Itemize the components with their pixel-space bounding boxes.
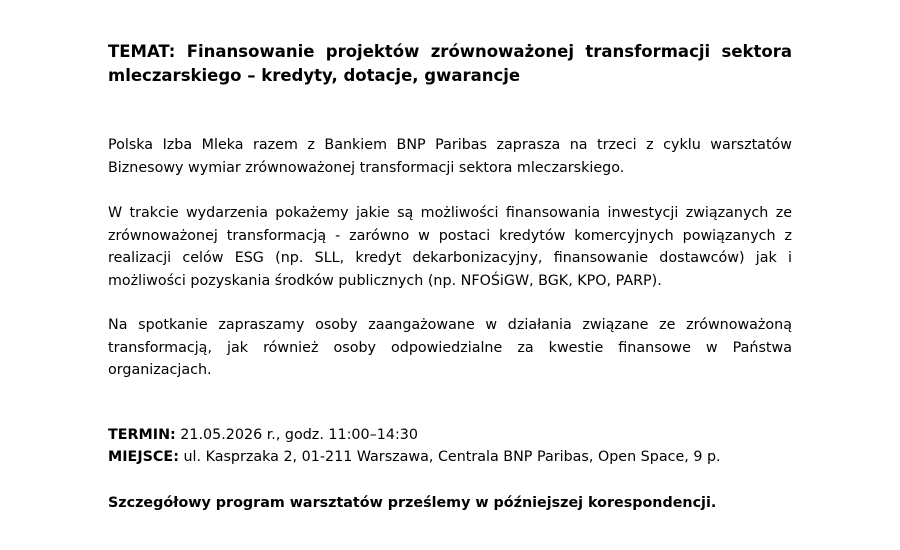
termin-line <box>108 424 792 447</box>
financing-paragraph: W trakcie wydarzenia pokażemy jakie są możliwości finansowania inwestycji związanych ze zrównoważonej transformacją - zarówno w postaci kredytów komercyjnych powiązanych z realizacji celów ESG (np. SLL, kredyt dekarbonizacyjny, finansowanie dostawców) jak i możliwości pozyskania środków publicznych (np. NFOŚiGW, BGK, KPO, PARP). <box>108 205 792 289</box>
document-title: TEMAT: Finansowanie projektów zrównoważonej transformacji sektora mleczarskiego – kredyty, dotacje, gwarancje <box>108 42 792 85</box>
audience-paragraph: Na spotkanie zapraszamy osoby zaangażowane w działania związane ze zrównoważoną transformacją, jak również osoby odpowiedzialne za kwestie finansowe w Państwa organizacjach. <box>108 317 792 378</box>
intro-paragraph: Polska Izba Mleka razem z Bankiem BNP Paribas zaprasza na trzeci z cyklu warsztatów Biznesowy wymiar zrównoważonej transformacji sektora mleczarskiego. <box>108 137 792 176</box>
miejsce-line <box>108 446 792 469</box>
miejsce-value: ul. Kasprzaka 2, 01-211 Warszawa, Centrala BNP Paribas, Open Space, 9 p. <box>178 449 721 465</box>
miejsce-label: MIEJSCE: <box>108 449 179 465</box>
termin-label: TERMIN: <box>108 427 176 443</box>
program-note: Szczegółowy program warsztatów prześlemy w późniejszej korespondencji. <box>108 495 717 511</box>
termin-value: 21.05.2026 r., godz. 11:00–14:30 <box>175 427 418 443</box>
